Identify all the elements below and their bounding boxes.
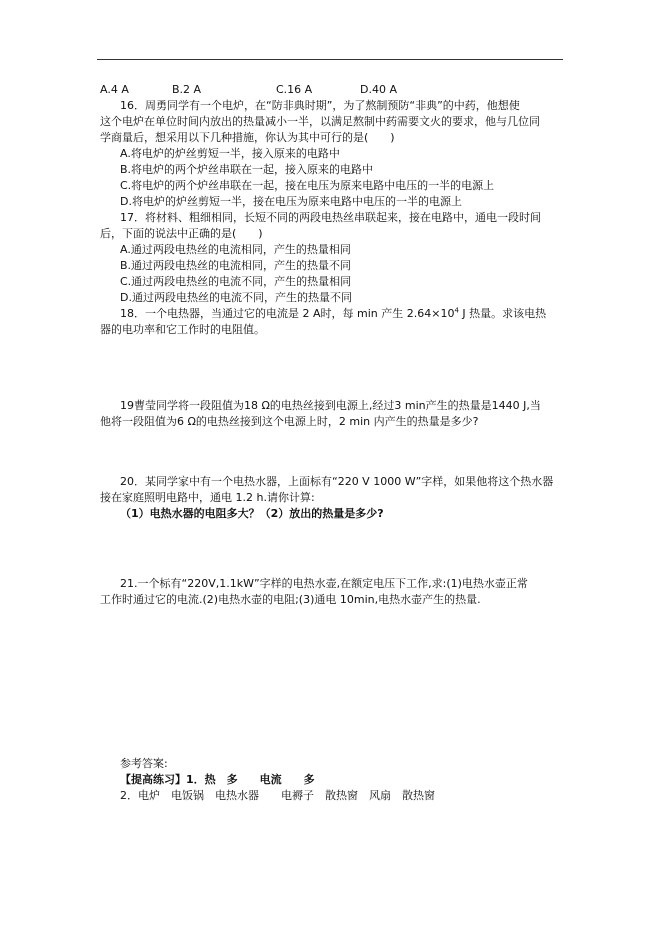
q16-option-c: C.将电炉的两个炉丝串联在一起，接在电压为原来电路中电压的一半的电源上 [120, 179, 495, 192]
q17-stem-line-1: 17．将材料、粗细相同，长短不同的两段电热丝串联起来，接在电路中，通电一段时间 [120, 211, 541, 224]
q17-option-a: A.通过两段电热丝的电流相同，产生的热量相同 [120, 243, 351, 256]
q19-line-2: 他将一段阻值为6 Ω的电热丝接到这个电源上时，2 min 内产生的热量是多少? [100, 415, 479, 428]
header-rule [97, 59, 563, 60]
q16-option-d: D.将电炉的炉丝剪短一半，接在电压为原来电路中电压的一半的电源上 [120, 195, 462, 208]
answer-space-18 [100, 338, 570, 398]
q18-exponent: 4 [454, 306, 459, 315]
document-page [100, 82, 570, 804]
question-17 [100, 210, 570, 306]
q17-option-b: B.通过两段电热丝的电流相同，产生的热量不同 [120, 259, 352, 272]
answer-space-21 [100, 608, 570, 756]
question-18 [100, 306, 570, 338]
q18-line-1-b: J 热量。求该电热 [458, 307, 547, 320]
q17-option-d: D.通过两段电热丝的电流不同，产生的热量不同 [120, 291, 352, 304]
q16-option-a: A.将电炉的炉丝剪短一半，接入原来的电路中 [120, 147, 340, 160]
q16-stem-line-3: 学商量后，想采用以下几种措施，你认为其中可行的是( ) [100, 131, 395, 144]
q16-stem-line-2: 这个电炉在单位时间内放出的热量减小一半，以满足熬制中药需要文火的要求，他与几位同 [100, 115, 540, 128]
question-16 [100, 98, 570, 210]
question-20 [100, 474, 570, 522]
q21-line-1: 21.一个标有“220V,1.1kW”字样的电热水壶,在额定电压下工作,求:(1)电热水壶正常 [120, 577, 528, 590]
q15-option-b: B.2 A [172, 83, 202, 96]
q17-option-c: C.通过两段电热丝的电流不同，产生的热量相同 [120, 275, 352, 288]
question-19 [100, 398, 570, 430]
q18-line-1 [100, 306, 570, 322]
q15-options [100, 82, 570, 98]
q17-stem-line-2: 后，下面的说法中正确的是( ) [100, 227, 263, 240]
q18-line-1-a: 18．一个电热器，当通过它的电流是 2 A时，每 min 产生 2.64×10 [120, 307, 455, 320]
answers-line-1: 【提高练习】1．热 多 电流 多 [120, 773, 315, 786]
q15-option-c: C.16 A [276, 83, 313, 96]
answer-space-19 [100, 430, 570, 474]
q16-option-b: B.将电炉的两个炉丝串联在一起，接入原来的电路中 [120, 163, 374, 176]
q16-stem-line-1: 16．周勇同学有一个电炉，在“防非典时期”，为了熬制预防“非典”的中药，他想使 [120, 99, 520, 112]
answers-line-2: 2．电炉 电饭锅 电热水器 电褥子 散热窗 风扇 散热窗 [120, 789, 435, 802]
q18-line-2: 器的电功率和它工作时的电阻值。 [100, 323, 265, 336]
q21-line-2: 工作时通过它的电流.(2)电热水壶的电阻;(3)通电 10min,电热水壶产生的热量. [100, 593, 481, 606]
q20-line-1: 20．某同学家中有一个电热水器，上面标有“220 V 1000 W”字样，如果他将这个热水器 [120, 475, 554, 488]
q15-option-d: D.40 A [360, 83, 397, 96]
q20-line-3: （1）电热水器的电阻多大？（2）放出的热量是多少? [120, 507, 384, 520]
answers-title: 参考答案: [120, 757, 168, 770]
question-21 [100, 576, 570, 608]
reference-answers [100, 756, 570, 804]
q19-line-1: 19曹莹同学将一段阻值为18 Ω的电热丝接到电源上,经过3 min产生的热量是1440 J,当 [120, 399, 541, 412]
q15-option-a: A.4 A [100, 83, 129, 96]
q20-line-2: 接在家庭照明电路中，通电 1.2 h.请你计算: [100, 491, 315, 504]
answer-space-20 [100, 522, 570, 576]
